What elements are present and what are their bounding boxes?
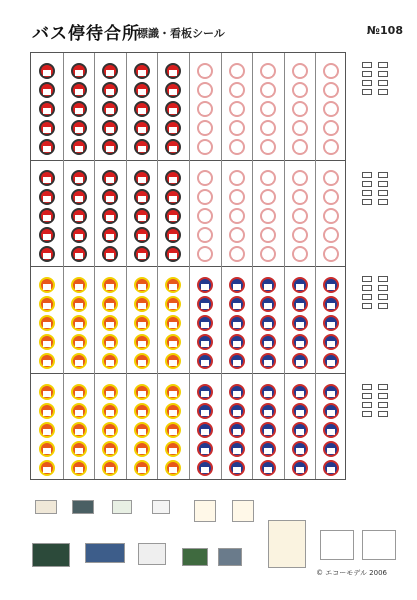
bus-stop-sign-sticker <box>39 170 55 186</box>
bus-stop-sign-sticker <box>134 82 150 98</box>
bus-stop-sign-sticker <box>292 403 308 419</box>
bus-stop-sign-sticker <box>260 277 276 293</box>
bus-stop-sign-sticker <box>102 82 118 98</box>
bus-stop-sign-sticker <box>229 334 245 350</box>
timetable-strip <box>362 190 372 196</box>
bus-stop-sign-sticker <box>229 296 245 312</box>
bus-stop-sign-sticker <box>134 441 150 457</box>
bus-stop-sign-sticker <box>260 384 276 400</box>
section-divider <box>31 266 345 267</box>
poster-thumbnail <box>268 520 306 568</box>
bus-stop-sign-sticker <box>229 63 245 79</box>
bus-stop-sign-sticker <box>71 315 87 331</box>
bus-stop-sign-sticker <box>323 441 339 457</box>
bus-stop-sign-sticker <box>323 334 339 350</box>
poster-thumbnail <box>138 543 166 565</box>
bus-stop-sign-sticker <box>197 460 213 476</box>
bus-stop-sign-sticker <box>134 460 150 476</box>
timetable-strip <box>362 71 372 77</box>
bus-stop-sign-sticker <box>292 63 308 79</box>
bus-stop-sign-sticker <box>292 277 308 293</box>
bus-stop-sign-sticker <box>71 403 87 419</box>
bus-stop-sign-sticker <box>39 403 55 419</box>
bus-stop-sign-sticker <box>292 296 308 312</box>
bus-stop-sign-sticker <box>71 139 87 155</box>
bus-stop-sign-sticker <box>134 139 150 155</box>
poster-thumbnail <box>112 500 132 514</box>
bus-stop-sign-sticker <box>292 315 308 331</box>
section-divider <box>31 160 345 161</box>
bus-stop-sign-sticker <box>323 246 339 262</box>
bus-stop-sign-sticker <box>292 120 308 136</box>
timetable-strip <box>362 80 372 86</box>
bus-stop-sign-sticker <box>323 82 339 98</box>
timetable-strip <box>378 411 388 417</box>
column-divider <box>189 53 190 479</box>
timetable-strip <box>362 199 372 205</box>
bus-stop-sign-sticker <box>323 170 339 186</box>
bus-stop-sign-sticker <box>165 384 181 400</box>
bus-stop-sign-sticker <box>39 460 55 476</box>
bus-stop-sign-sticker <box>197 189 213 205</box>
bus-stop-sign-sticker <box>102 189 118 205</box>
poster-thumbnail <box>72 500 94 514</box>
bus-stop-sign-sticker <box>165 63 181 79</box>
timetable-strip <box>378 276 388 282</box>
bus-stop-sign-sticker <box>165 403 181 419</box>
bus-stop-sign-sticker <box>39 315 55 331</box>
column-divider <box>126 53 127 479</box>
bus-stop-sign-sticker <box>260 353 276 369</box>
bus-stop-sign-sticker <box>134 63 150 79</box>
bus-stop-sign-sticker <box>102 101 118 117</box>
bus-stop-sign-sticker <box>260 63 276 79</box>
bus-stop-sign-sticker <box>323 208 339 224</box>
bus-stop-sign-sticker <box>102 227 118 243</box>
bus-stop-sign-sticker <box>197 296 213 312</box>
timetable-strip <box>378 393 388 399</box>
bus-stop-sign-sticker <box>71 384 87 400</box>
bus-stop-sign-sticker <box>71 227 87 243</box>
bus-stop-sign-sticker <box>39 189 55 205</box>
bus-stop-sign-sticker <box>197 120 213 136</box>
bus-stop-sign-sticker <box>165 441 181 457</box>
bus-stop-sign-sticker <box>292 189 308 205</box>
bus-stop-sign-sticker <box>134 189 150 205</box>
bus-stop-sign-sticker <box>165 170 181 186</box>
bus-stop-sign-sticker <box>165 296 181 312</box>
bus-stop-sign-sticker <box>292 384 308 400</box>
bus-stop-sign-sticker <box>260 334 276 350</box>
bus-stop-sign-sticker <box>323 139 339 155</box>
bus-stop-sign-sticker <box>134 353 150 369</box>
bus-stop-sign-sticker <box>102 63 118 79</box>
bus-stop-sign-sticker <box>71 334 87 350</box>
bus-stop-sign-sticker <box>165 101 181 117</box>
bus-stop-sign-sticker <box>71 422 87 438</box>
column-divider <box>284 53 285 479</box>
timetable-strip <box>362 172 372 178</box>
bus-stop-sign-sticker <box>165 277 181 293</box>
timetable-strip <box>378 285 388 291</box>
bus-stop-sign-sticker <box>260 189 276 205</box>
bus-stop-sign-sticker <box>229 353 245 369</box>
bus-stop-sign-sticker <box>39 334 55 350</box>
timetable-strip <box>378 294 388 300</box>
bus-stop-sign-sticker <box>292 441 308 457</box>
bus-stop-sign-sticker <box>102 460 118 476</box>
bus-stop-sign-sticker <box>102 120 118 136</box>
timetable-strip <box>378 181 388 187</box>
bus-stop-sign-sticker <box>71 170 87 186</box>
bus-stop-sign-sticker <box>229 120 245 136</box>
bus-stop-sign-sticker <box>134 246 150 262</box>
bus-stop-sign-sticker <box>102 246 118 262</box>
bus-stop-sign-sticker <box>260 246 276 262</box>
bus-stop-sign-sticker <box>292 101 308 117</box>
bus-stop-sign-sticker <box>71 82 87 98</box>
bus-stop-sign-sticker <box>323 189 339 205</box>
page-subtitle: 標識・看板シール <box>137 27 225 40</box>
poster-thumbnail <box>182 548 208 566</box>
bus-stop-sign-sticker <box>102 277 118 293</box>
poster-thumbnail <box>85 543 125 563</box>
bus-stop-sign-sticker <box>71 189 87 205</box>
bus-stop-sign-sticker <box>260 441 276 457</box>
bus-stop-sign-sticker <box>323 460 339 476</box>
timetable-strip <box>362 285 372 291</box>
bus-stop-sign-sticker <box>260 120 276 136</box>
bus-stop-sign-sticker <box>134 277 150 293</box>
section-divider <box>31 373 345 374</box>
bus-stop-sign-sticker <box>323 277 339 293</box>
bus-stop-sign-sticker <box>292 139 308 155</box>
bus-stop-sign-sticker <box>323 315 339 331</box>
bus-stop-sign-sticker <box>260 315 276 331</box>
poster-thumbnail <box>232 500 254 522</box>
bus-stop-sign-sticker <box>39 353 55 369</box>
bus-stop-sign-sticker <box>229 403 245 419</box>
bus-stop-sign-sticker <box>134 227 150 243</box>
bus-stop-sign-sticker <box>102 353 118 369</box>
bus-stop-sign-sticker <box>71 120 87 136</box>
timetable-strip <box>378 89 388 95</box>
bus-stop-sign-sticker <box>39 246 55 262</box>
timetable-strip <box>378 62 388 68</box>
bus-stop-sign-sticker <box>229 246 245 262</box>
bus-stop-sign-sticker <box>292 170 308 186</box>
bus-stop-sign-sticker <box>229 189 245 205</box>
bus-stop-sign-sticker <box>292 82 308 98</box>
bus-stop-sign-sticker <box>39 82 55 98</box>
bus-stop-sign-sticker <box>323 384 339 400</box>
bus-stop-sign-sticker <box>134 315 150 331</box>
timetable-strip <box>378 303 388 309</box>
bus-stop-sign-sticker <box>165 315 181 331</box>
page-number: №108 <box>366 24 403 37</box>
bus-stop-sign-sticker <box>260 227 276 243</box>
bus-stop-sign-sticker <box>197 353 213 369</box>
bus-stop-sign-sticker <box>229 422 245 438</box>
timetable-strip <box>378 71 388 77</box>
bus-stop-sign-sticker <box>292 334 308 350</box>
bus-stop-sign-sticker <box>260 422 276 438</box>
bus-stop-sign-sticker <box>102 422 118 438</box>
bus-stop-sign-sticker <box>260 170 276 186</box>
bus-stop-sign-sticker <box>102 139 118 155</box>
bus-stop-sign-sticker <box>102 441 118 457</box>
bus-stop-sign-sticker <box>260 82 276 98</box>
bus-stop-sign-sticker <box>71 101 87 117</box>
bus-stop-sign-sticker <box>197 246 213 262</box>
column-divider <box>315 53 316 479</box>
bus-stop-sign-sticker <box>229 101 245 117</box>
bus-stop-sign-sticker <box>134 120 150 136</box>
timetable-strip <box>378 384 388 390</box>
bus-stop-sign-sticker <box>229 460 245 476</box>
bus-stop-sign-sticker <box>39 208 55 224</box>
column-divider <box>63 53 64 479</box>
bus-stop-sign-sticker <box>71 63 87 79</box>
timetable-strip <box>362 181 372 187</box>
page-title: バス停待合所 <box>32 24 140 44</box>
bus-stop-sign-sticker <box>165 139 181 155</box>
bus-stop-sign-sticker <box>39 63 55 79</box>
timetable-strip <box>378 190 388 196</box>
bus-stop-sign-sticker <box>323 120 339 136</box>
timetable-strip <box>362 411 372 417</box>
bus-stop-sign-sticker <box>165 208 181 224</box>
bus-stop-sign-sticker <box>197 82 213 98</box>
bus-stop-sign-sticker <box>165 189 181 205</box>
bus-stop-sign-sticker <box>197 139 213 155</box>
bus-stop-sign-sticker <box>39 422 55 438</box>
bus-stop-sign-sticker <box>197 170 213 186</box>
column-divider <box>157 53 158 479</box>
bus-stop-sign-sticker <box>197 101 213 117</box>
bus-stop-sign-sticker <box>292 208 308 224</box>
bus-stop-sign-sticker <box>39 139 55 155</box>
bus-stop-sign-sticker <box>165 246 181 262</box>
bus-stop-sign-sticker <box>134 334 150 350</box>
bus-stop-sign-sticker <box>39 384 55 400</box>
bus-stop-sign-sticker <box>292 246 308 262</box>
bus-stop-sign-sticker <box>134 170 150 186</box>
bus-stop-sign-sticker <box>323 101 339 117</box>
bus-stop-sign-sticker <box>71 353 87 369</box>
bus-stop-sign-sticker <box>197 403 213 419</box>
bus-stop-sign-sticker <box>165 120 181 136</box>
bus-stop-sign-sticker <box>323 403 339 419</box>
bus-stop-sign-sticker <box>102 384 118 400</box>
bus-stop-sign-sticker <box>197 422 213 438</box>
bus-stop-sign-sticker <box>229 170 245 186</box>
bus-stop-sign-sticker <box>260 403 276 419</box>
bus-stop-sign-sticker <box>197 63 213 79</box>
timetable-strip <box>362 393 372 399</box>
bus-stop-sign-sticker <box>134 208 150 224</box>
bus-stop-sign-sticker <box>197 227 213 243</box>
bus-stop-sign-sticker <box>71 277 87 293</box>
bus-stop-sign-sticker <box>39 227 55 243</box>
bus-stop-sign-sticker <box>197 441 213 457</box>
column-divider <box>221 53 222 479</box>
bus-stop-sign-sticker <box>229 277 245 293</box>
bus-stop-sign-sticker <box>197 208 213 224</box>
bus-stop-sign-sticker <box>71 460 87 476</box>
bus-stop-sign-sticker <box>260 208 276 224</box>
timetable-strip <box>362 402 372 408</box>
bus-stop-sign-sticker <box>165 460 181 476</box>
poster-thumbnail <box>194 500 216 522</box>
bus-stop-sign-sticker <box>39 277 55 293</box>
bus-stop-sign-sticker <box>71 246 87 262</box>
bus-stop-sign-sticker <box>102 315 118 331</box>
column-divider <box>94 53 95 479</box>
bus-stop-sign-sticker <box>71 208 87 224</box>
bus-stop-sign-sticker <box>165 422 181 438</box>
timetable-strip <box>362 276 372 282</box>
bus-stop-sign-sticker <box>165 334 181 350</box>
bus-stop-sign-sticker <box>229 384 245 400</box>
timetable-strip <box>362 384 372 390</box>
bus-stop-sign-sticker <box>229 82 245 98</box>
bus-stop-sign-sticker <box>134 296 150 312</box>
bus-stop-sign-sticker <box>229 139 245 155</box>
bus-stop-sign-sticker <box>134 422 150 438</box>
bus-stop-sign-sticker <box>229 441 245 457</box>
timetable-strip <box>378 402 388 408</box>
poster-thumbnail <box>152 500 170 514</box>
bus-stop-sign-sticker <box>260 296 276 312</box>
bus-stop-sign-sticker <box>229 208 245 224</box>
bus-stop-sign-sticker <box>292 227 308 243</box>
bus-stop-sign-sticker <box>134 101 150 117</box>
poster-thumbnail <box>32 543 70 567</box>
bus-stop-sign-sticker <box>197 384 213 400</box>
bus-stop-sign-sticker <box>134 403 150 419</box>
timetable-strip <box>362 62 372 68</box>
bus-stop-sign-sticker <box>71 296 87 312</box>
timetable-strip <box>362 89 372 95</box>
bus-stop-sign-sticker <box>165 353 181 369</box>
bus-stop-sign-sticker <box>323 227 339 243</box>
bus-stop-sign-sticker <box>71 441 87 457</box>
poster-thumbnail <box>35 500 57 514</box>
bus-stop-sign-sticker <box>323 63 339 79</box>
bus-stop-sign-sticker <box>323 296 339 312</box>
timetable-strip <box>378 172 388 178</box>
bus-stop-sign-sticker <box>134 384 150 400</box>
bus-stop-sign-sticker <box>39 101 55 117</box>
bus-stop-sign-sticker <box>229 227 245 243</box>
bus-stop-sign-sticker <box>292 460 308 476</box>
bus-stop-sign-sticker <box>323 422 339 438</box>
bus-stop-sign-sticker <box>102 334 118 350</box>
bus-stop-sign-sticker <box>102 403 118 419</box>
bus-stop-sign-sticker <box>260 139 276 155</box>
poster-thumbnail <box>362 530 396 560</box>
poster-thumbnail <box>320 530 354 560</box>
bus-stop-sign-sticker <box>102 208 118 224</box>
bus-stop-sign-sticker <box>197 334 213 350</box>
bus-stop-sign-sticker <box>102 296 118 312</box>
timetable-strip <box>362 294 372 300</box>
bus-stop-sign-sticker <box>260 460 276 476</box>
bus-stop-sign-sticker <box>102 170 118 186</box>
column-divider <box>252 53 253 479</box>
poster-thumbnail <box>218 548 242 566</box>
bus-stop-sign-sticker <box>197 315 213 331</box>
bus-stop-sign-sticker <box>39 120 55 136</box>
sticker-sheet <box>30 52 346 480</box>
bus-stop-sign-sticker <box>39 296 55 312</box>
bus-stop-sign-sticker <box>292 422 308 438</box>
bus-stop-sign-sticker <box>292 353 308 369</box>
bus-stop-sign-sticker <box>260 101 276 117</box>
bus-stop-sign-sticker <box>39 441 55 457</box>
bus-stop-sign-sticker <box>165 82 181 98</box>
timetable-strip <box>378 80 388 86</box>
bus-stop-sign-sticker <box>197 277 213 293</box>
bus-stop-sign-sticker <box>229 315 245 331</box>
timetable-strip <box>362 303 372 309</box>
bus-stop-sign-sticker <box>323 353 339 369</box>
bus-stop-sign-sticker <box>165 227 181 243</box>
copyright: © エコーモデル 2006 <box>316 569 387 577</box>
timetable-strip <box>378 199 388 205</box>
